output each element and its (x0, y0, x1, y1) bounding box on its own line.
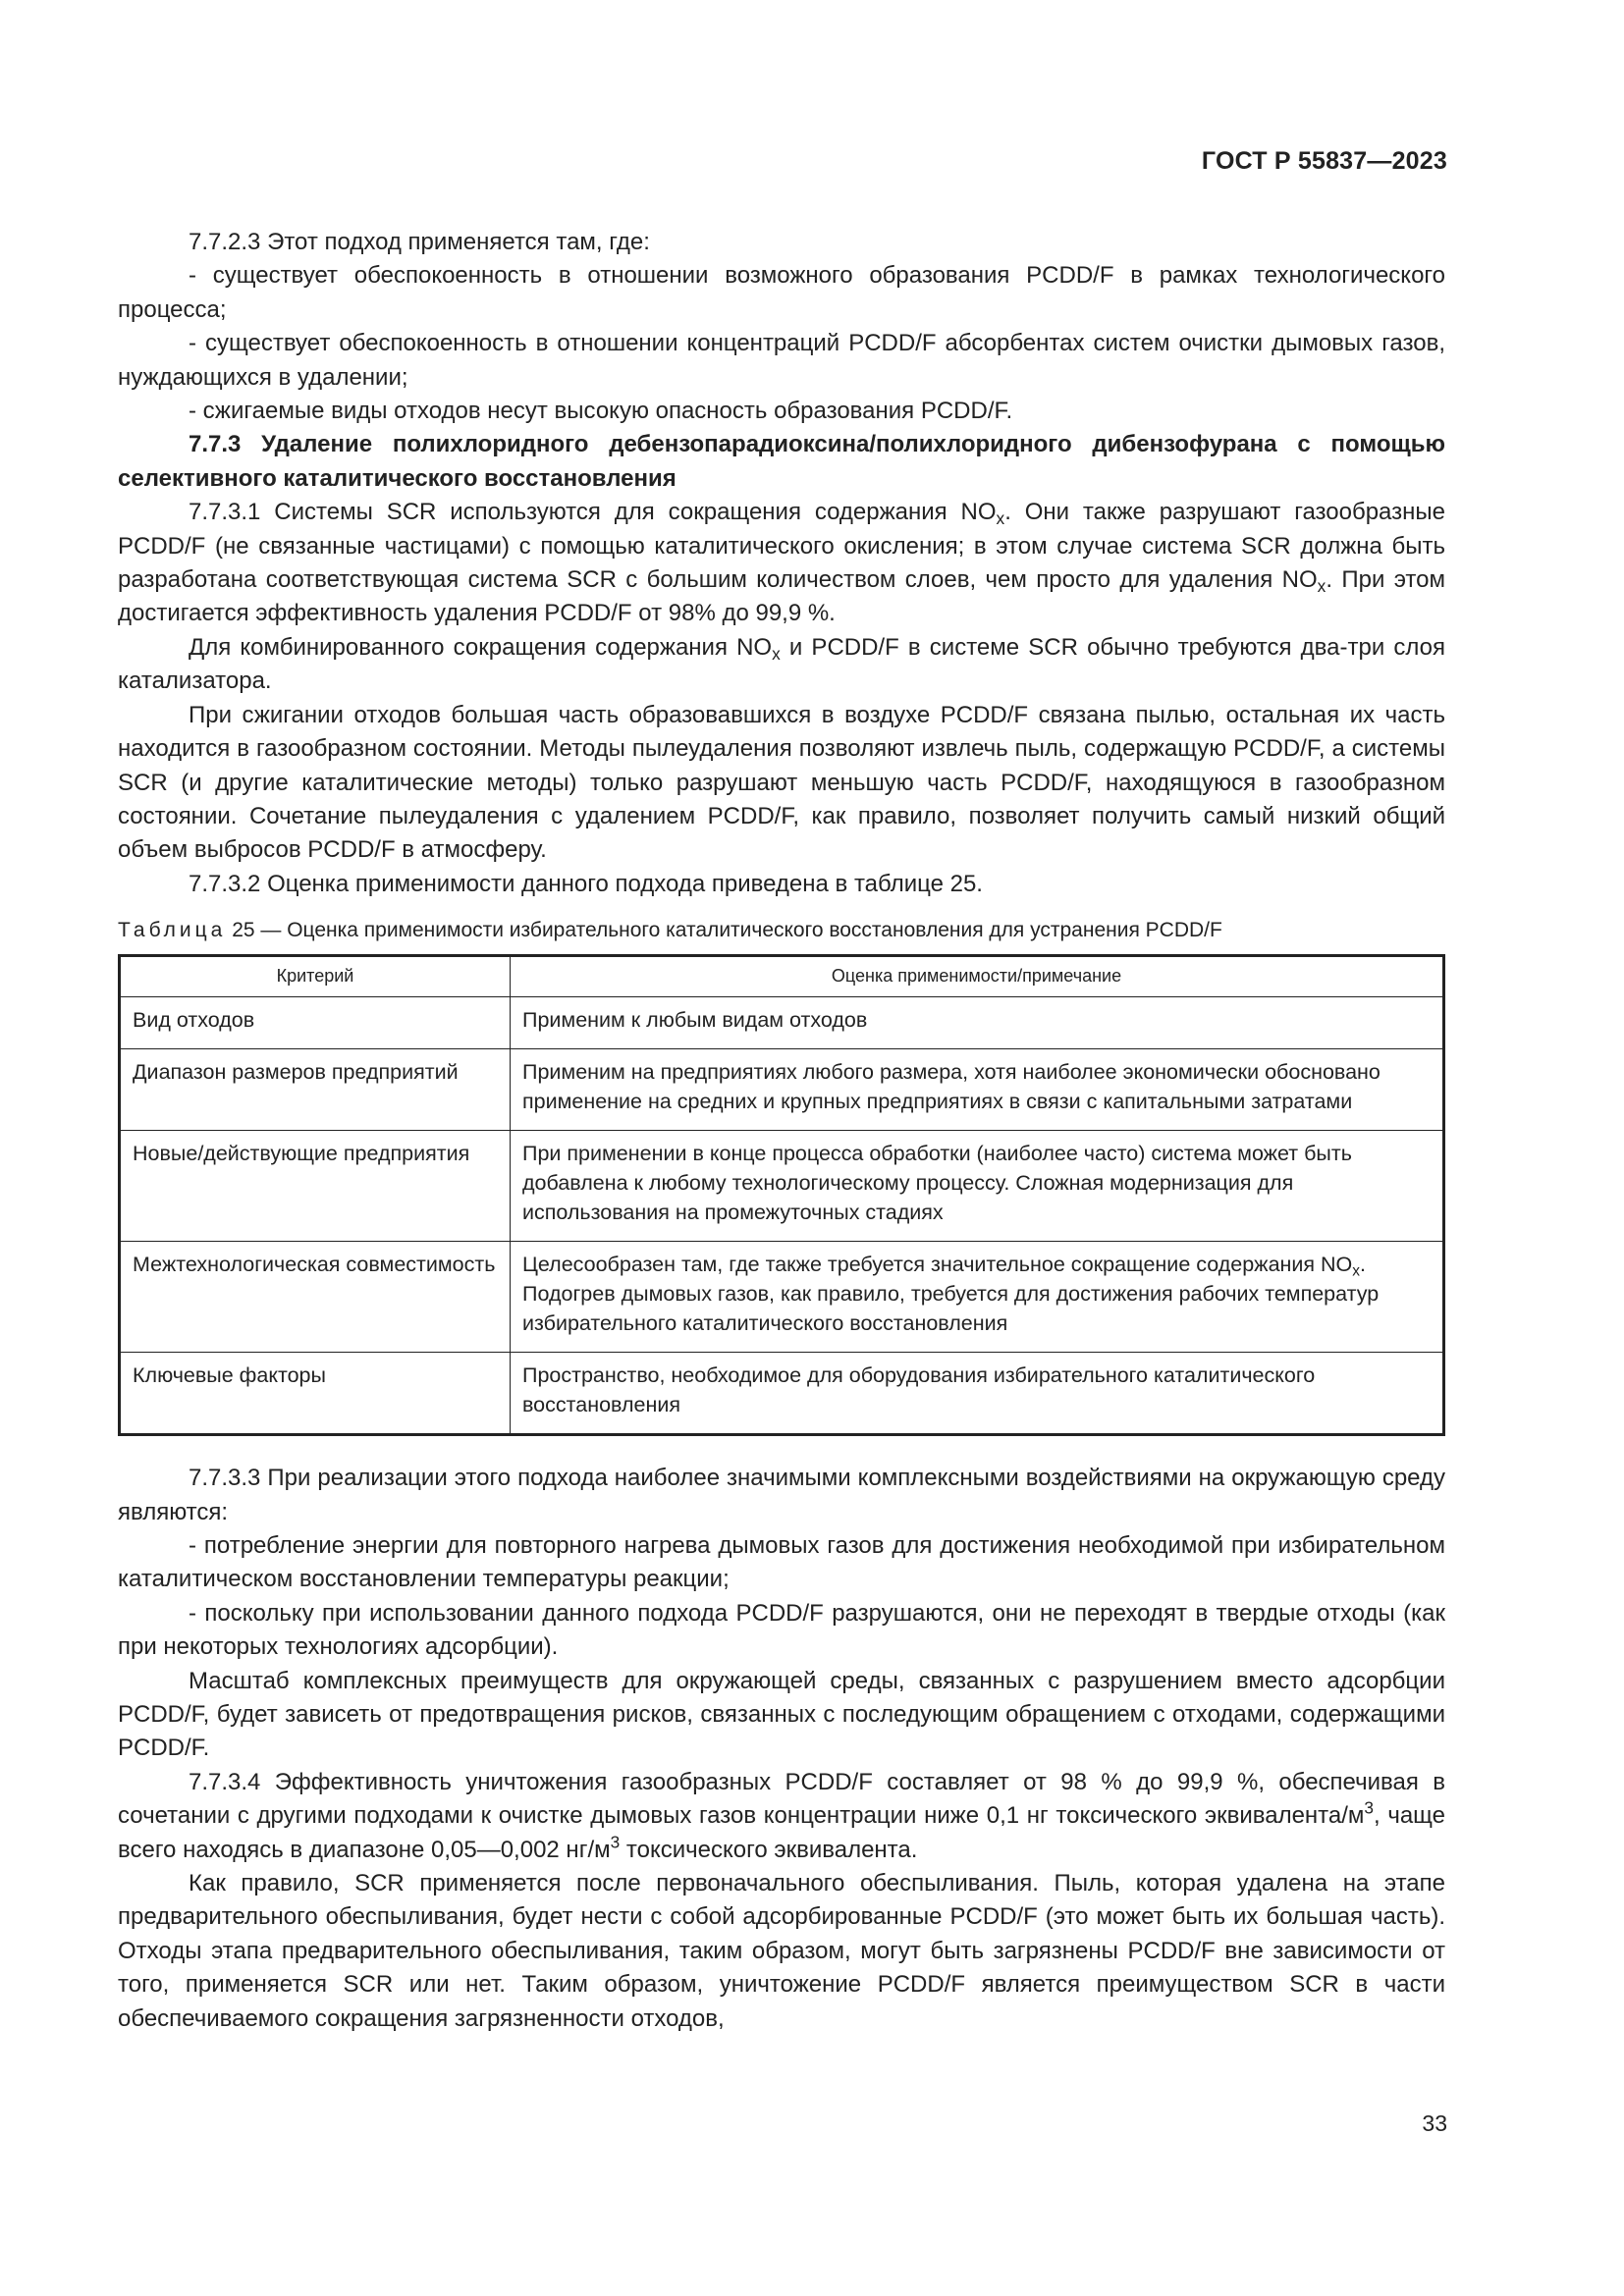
paragraph: 7.7.3.3 При реализации этого подхода наиболее значимыми комплексными воздействиями на окружающую среду являются: (118, 1465, 1445, 1525)
assessment-cell: При применении в конце процесса обработки (наиболее часто) система может быть добавлена к любому технологическому процессу. Сложная модернизация для использования на промежуточных стадиях (511, 1131, 1444, 1242)
paragraph: 7.7.3.2 Оценка применимости данного подхода приведена в таблице 25. (189, 870, 983, 897)
paragraph: - поскольку при использовании данного подхода PCDD/F разрушаются, они не переходят в твердые отходы (как при некоторых технологиях адсорбции). (118, 1599, 1445, 1661)
table-caption-text: 25 — Оценка применимости избирательного каталитического восстановления для устранения PCDD/F (232, 919, 1222, 942)
standard-designation: ГОСТ Р 55837—2023 (1201, 147, 1447, 175)
column-header-criterion: Критерий (120, 956, 511, 997)
paragraph: Для комбинированного сокращения содержания $NO_x$ и PCDD/F в системе SCR обычно требуются два-три слоя катализатора. (118, 633, 1445, 695)
paragraph: Масштаб комплексных преимуществ для окружающей среды, связанных с разрушением вместо адсорбции PCDD/F, будет зависеть от предотвращения рисков, связанных с последующим обращением с отходами, содержащими PCDD/F. (118, 1667, 1445, 1762)
paragraph: - существует обеспокоенность в отношении возможного образования PCDD/F в рамках технологического процесса; (118, 262, 1445, 323)
column-header-assessment: Оценка применимости/примечание (511, 956, 1444, 997)
paragraph: 7.7.3.1 Системы SCR используются для сокращения содержания $NO_x$. Они также разрушают газообразные PCDD/F (не связанные частицами) с помощью каталитического окисления; в этом случае система SCR должна быть разработана соответствующая система SCR с большим количеством слоев, чем просто для удаления $NO_x$. При этом достигается эффективность удаления PCDD/F от 98% до 99,9 %. (118, 499, 1445, 627)
section-text-after-table (118, 1462, 1445, 2036)
applicability-table (118, 954, 1445, 1436)
criterion-cell: Диапазон размеров предприятий (120, 1049, 511, 1131)
table-row (120, 1131, 1444, 1242)
table-caption-label: Таблица (118, 919, 227, 942)
section-heading: 7.7.3 Удаление полихлоридного дебензопарадиоксина/полихлоридного дибензофурана с помощью селективного каталитического восстановления (118, 431, 1445, 492)
criterion-cell: Ключевые факторы (120, 1353, 511, 1435)
paragraph: - сжигаемые виды отходов несут высокую опасность образования PCDD/F. (189, 398, 1013, 425)
paragraph: При сжигании отходов большая часть образовавшихся в воздухе PCDD/F связана пылью, остальная их часть находится в газообразном состоянии. Методы пылеудаления позволяют извлечь пыль, содержащую PCDD/F, а системы SCR (и другие каталитические методы) только разрушают меньшую часть PCDD/F, находящуюся в газообразном состоянии. Сочетание пылеудаления с удалением PCDD/F, как правило, позволяет получить самый низкий общий объем выбросов PCDD/F в атмосферу. (118, 701, 1445, 864)
assessment-cell: Пространство, необходимое для оборудования избирательного каталитического восстановления (511, 1353, 1444, 1435)
paragraph: 7.7.3.4 Эффективность уничтожения газообразных PCDD/F составляет от 98 % до 99,9 %, обеспечивая в сочетании с другими подходами к очистке дымовых газов концентрации ниже 0,1 нг токсического эквивалента/$м^3$, чаще всего находясь в диапазоне 0,05—0,002 $нг/м^3$ токсического эквивалента. (118, 1768, 1445, 1863)
paragraph: 7.7.2.3 Этот подход применяется там, где: (189, 229, 650, 255)
table-row (120, 997, 1444, 1049)
table-caption (118, 917, 1445, 944)
assessment-cell: Применим на предприятиях любого размера, хотя наиболее экономически обосновано применение на средних и крупных предприятиях в связи с капитальными затратами (511, 1049, 1444, 1131)
paragraph: - существует обеспокоенность в отношении концентраций PCDD/F абсорбентах систем очистки дымовых газов, нуждающихся в удалении; (118, 330, 1445, 391)
table-header-row (120, 956, 1444, 997)
table-row (120, 1049, 1444, 1131)
criterion-cell: Вид отходов (120, 997, 511, 1049)
criterion-cell: Межтехнологическая совместимость (120, 1242, 511, 1353)
page-number: 33 (1422, 2110, 1447, 2136)
assessment-cell: Целесообразен там, где также требуется значительное сокращение содержания $NO_x$. Подогрев дымовых газов, как правило, требуется для достижения рабочих температур избирательного каталитического восстановления (511, 1242, 1444, 1353)
section-text-before-table (118, 226, 1445, 901)
table-row (120, 1242, 1444, 1353)
assessment-cell: Применим к любым видам отходов (511, 997, 1444, 1049)
table-row (120, 1353, 1444, 1435)
document-body (118, 226, 1445, 2036)
criterion-cell: Новые/действующие предприятия (120, 1131, 511, 1242)
table-body (120, 997, 1444, 1435)
paragraph: Как правило, SCR применяется после первоначального обеспыливания. Пыль, которая удалена на этапе предварительного обеспыливания, будет нести с собой адсорбированные PCDD/F (это может быть их большая часть). Отходы этапа предварительного обеспыливания, таким образом, могут быть загрязнены PCDD/F вне зависимости от того, применяется SCR или нет. Таким образом, уничтожение PCDD/F является преимуществом SCR в части обеспечиваемого сокращения загрязненности отходов, (118, 1870, 1445, 2032)
paragraph: - потребление энергии для повторного нагрева дымовых газов для достижения необходимой при избирательном каталитическом восстановлении температуры реакции; (118, 1531, 1445, 1593)
